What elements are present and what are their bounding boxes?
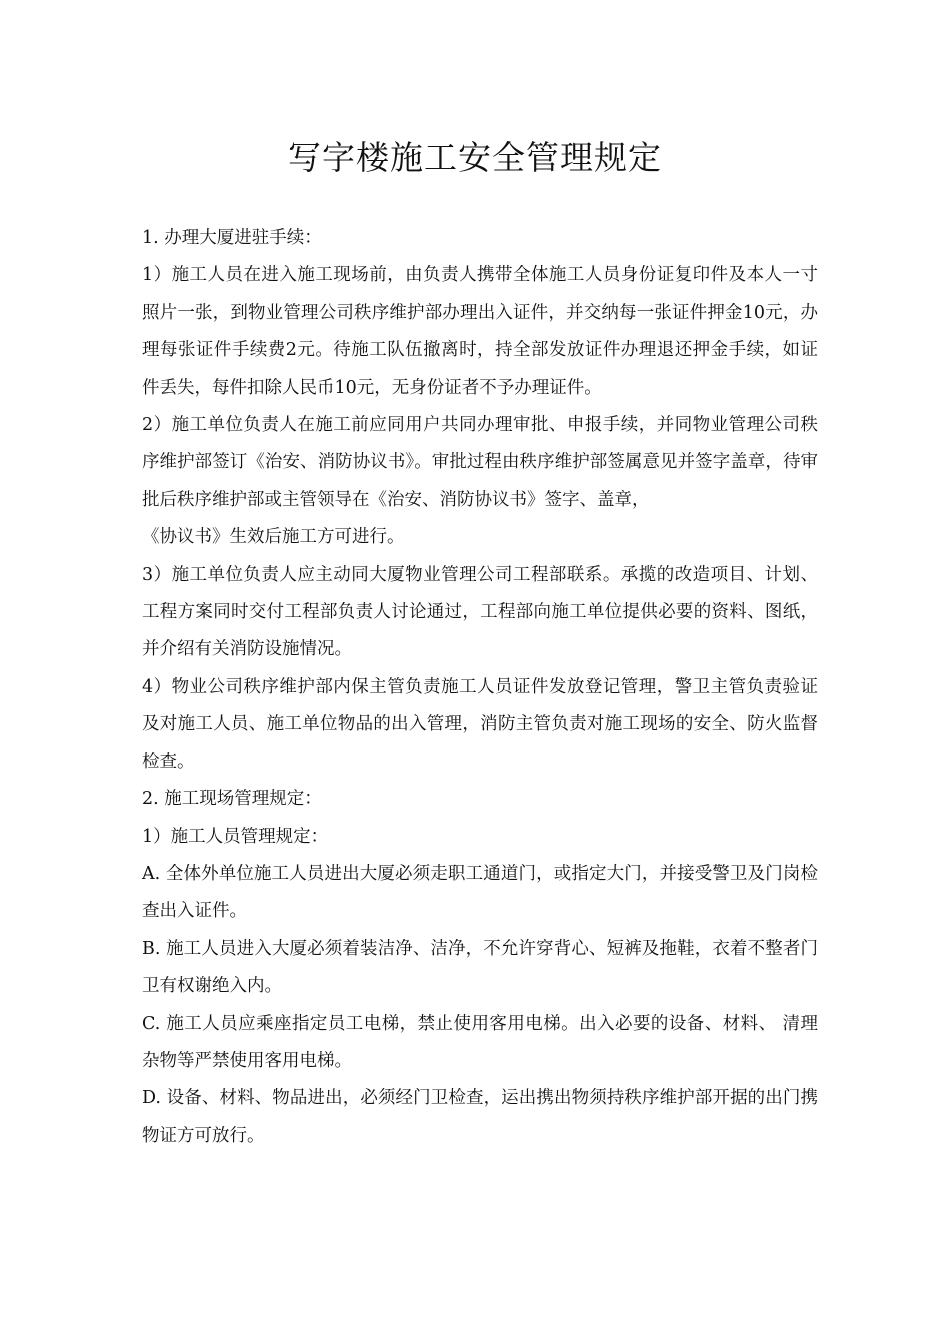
paragraph-2-1-a: A. 全体外单位施工人员进出大厦必须走职工通道门，或指定大门，并接受警卫及门岗检查出入证件。 <box>142 863 818 922</box>
section-heading-1: 1. 办理大厦进驻手续： <box>142 228 322 248</box>
subsection-heading-2-1: 1）施工人员管理规定： <box>142 826 329 847</box>
paragraph-1-3: 3）施工单位负责人应主动同大厦物业管理公司工程部联系。承揽的改造项目、计划、工程方案同时交付工程部负责人讨论通过，工程部向施工单位提供必要的资料、图纸，并介绍有关消防设施情况。 <box>142 564 818 660</box>
document-body <box>142 220 818 1155</box>
paragraph-2-1-c: C. 施工人员应乘座指定员工电梯，禁止使用客用电梯。出入必要的设备、材料、 清理杂物等严禁使用客用电梯。 <box>142 1013 818 1071</box>
document-title: 写字楼施工安全管理规定 <box>288 138 662 177</box>
paragraph-1-1: 1）施工人员在进入施工现场前，由负责人携带全体施工人员身份证复印件及本人一寸照片一张，到物业管理公司秩序维护部办理出入证件，并交纳每一张证件押金10元，办理每张证件手续费2元。待施工队伍撤离时，持全部发放证件办理退还押金手续，如证件丢失，每件扣除人民币10元，无身份证者不予办理证件。 <box>142 265 818 398</box>
paragraph-2-1-d: D. 设备、材料、物品进出，必须经门卫检查，运出携出物须持秩序维护部开据的出门携物证方可放行。 <box>142 1088 818 1146</box>
paragraph-2-1-b: B. 施工人员进入大厦必须着装洁净、洁净，不允许穿背心、短裤及拖鞋，衣着不整者门卫有权谢绝入内。 <box>142 938 818 997</box>
section-heading-2: 2. 施工现场管理规定： <box>142 789 322 810</box>
paragraph-1-2: 2）施工单位负责人在施工前应同用户共同办理审批、申报手续，并同物业管理公司秩序维护部签订《治安、消防协议书》。审批过程由秩序维护部签属意见并签字盖章，待审批后秩序维护部或主管领导在《治安、消防协议书》签字、盖章， <box>142 415 818 510</box>
paragraph-1-2-continued: 《协议书》生效后施工方可进行。 <box>142 527 405 548</box>
paragraph-1-4: 4）物业公司秩序维护部内保主管负责施工人员证件发放登记管理，警卫主管负责验证及对施工人员、施工单位物品的出入管理，消防主管负责对施工现场的安全、防火监督检查。 <box>142 676 818 772</box>
